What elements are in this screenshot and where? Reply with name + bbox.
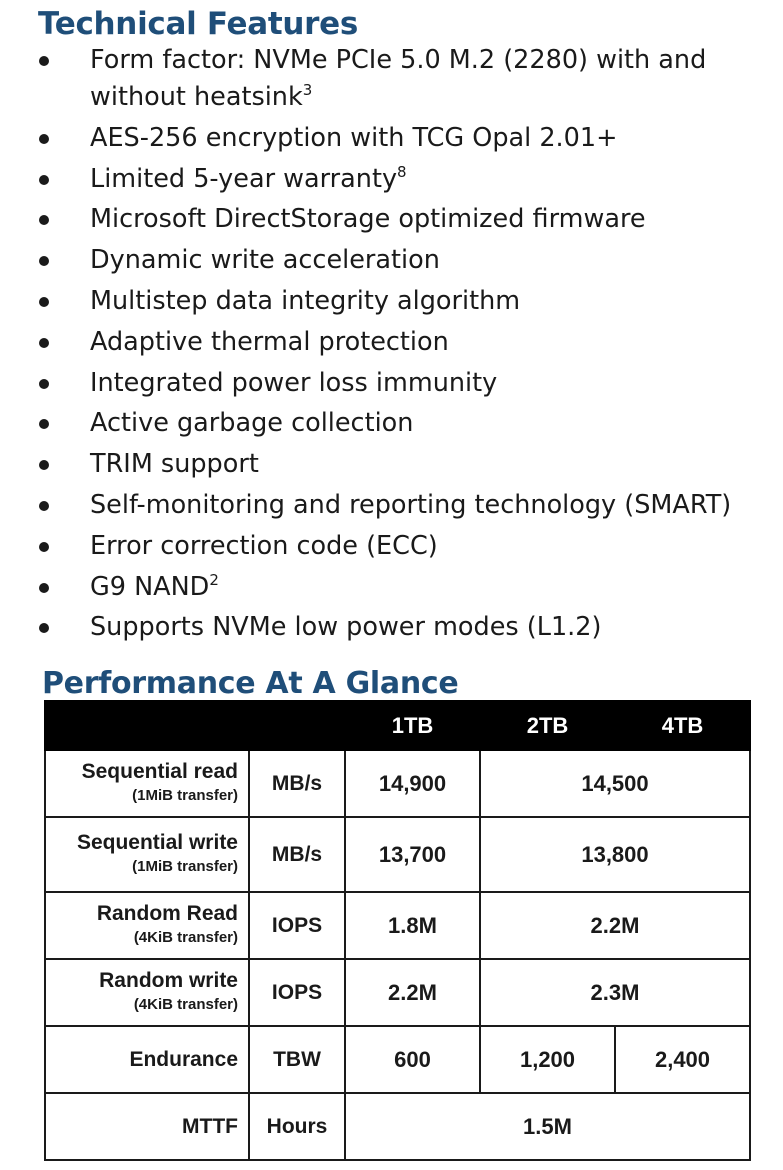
value-cell-1tb: 14,900 <box>345 750 480 817</box>
list-item: Dynamic write acceleration <box>0 242 783 279</box>
value-cell-2tb-4tb: 2.3M <box>480 959 750 1026</box>
list-item: Active garbage collection <box>0 405 783 442</box>
bullet-icon <box>39 419 49 429</box>
value-cell-all: 1.5M <box>345 1093 750 1160</box>
value-cell-1tb: 2.2M <box>345 959 480 1026</box>
header-4tb: 4TB <box>615 701 750 750</box>
list-item: AES-256 encryption with TCG Opal 2.01+ <box>0 120 783 157</box>
value-cell-2tb: 1,200 <box>480 1026 615 1093</box>
metric-cell: Sequential write (1MiB transfer) <box>45 817 249 892</box>
table-row <box>45 817 750 892</box>
value-cell-2tb-4tb: 2.2M <box>480 892 750 959</box>
footnote-ref: 2 <box>209 570 219 589</box>
list-item: G9 NAND$^2$ <box>0 569 783 606</box>
bullet-icon <box>39 379 49 389</box>
list-item: Self-monitoring and reporting technology (SMART) <box>0 487 783 524</box>
metric-cell: Endurance <box>45 1026 249 1093</box>
list-item: Adaptive thermal protection <box>0 324 783 361</box>
value-cell-2tb-4tb: 13,800 <box>480 817 750 892</box>
metric-cell: Random Read (4KiB transfer) <box>45 892 249 959</box>
bullet-icon <box>39 56 49 66</box>
unit-cell: IOPS <box>249 892 345 959</box>
bullet-icon <box>39 175 49 185</box>
table-row <box>45 750 750 817</box>
bullet-icon <box>39 215 49 225</box>
list-item: Limited 5-year warranty$^8$ <box>0 161 783 198</box>
metric-cell: MTTF <box>45 1093 249 1160</box>
list-item: Multistep data integrity algorithm <box>0 283 783 320</box>
header-1tb: 1TB <box>345 701 480 750</box>
list-item: Microsoft DirectStorage optimized firmware <box>0 201 783 238</box>
unit-cell: Hours <box>249 1093 345 1160</box>
header-unit <box>249 701 345 750</box>
bullet-icon <box>39 297 49 307</box>
bullet-icon <box>39 583 49 593</box>
value-cell-1tb: 1.8M <box>345 892 480 959</box>
technical-features-heading: Technical Features <box>38 6 359 42</box>
value-cell-1tb: 600 <box>345 1026 480 1093</box>
bullet-icon <box>39 256 49 266</box>
table-row <box>45 959 750 1026</box>
metric-cell: Random write (4KiB transfer) <box>45 959 249 1026</box>
header-metric <box>45 701 249 750</box>
bullet-icon <box>39 501 49 511</box>
footnote-ref: 3 <box>302 81 313 99</box>
bullet-icon <box>39 134 49 144</box>
table-row <box>45 892 750 959</box>
list-item: Error correction code (ECC) <box>0 528 783 565</box>
table-row <box>45 1093 750 1160</box>
unit-cell: IOPS <box>249 959 345 1026</box>
performance-table <box>44 700 751 1161</box>
value-cell-4tb: 2,400 <box>615 1026 750 1093</box>
unit-cell: MB/s <box>249 750 345 817</box>
unit-cell: MB/s <box>249 817 345 892</box>
bullet-icon <box>39 338 49 348</box>
value-cell-1tb: 13,700 <box>345 817 480 892</box>
table-row <box>45 1026 750 1093</box>
performance-heading: Performance At A Glance <box>42 666 459 701</box>
value-cell-2tb-4tb: 14,500 <box>480 750 750 817</box>
technical-features-list <box>0 42 783 650</box>
metric-cell: Sequential read (1MiB transfer) <box>45 750 249 817</box>
unit-cell: TBW <box>249 1026 345 1093</box>
table-header-row <box>45 701 750 750</box>
list-item: Form factor: NVMe PCIe 5.0 M.2 (2280) with and without heatsink$^3$ <box>0 42 720 116</box>
bullet-icon <box>39 623 49 633</box>
header-2tb: 2TB <box>480 701 615 750</box>
list-item: Integrated power loss immunity <box>0 365 783 402</box>
footnote-ref: 8 <box>397 162 407 181</box>
list-item: Supports NVMe low power modes (L1.2) <box>0 609 783 646</box>
bullet-icon <box>39 542 49 552</box>
bullet-icon <box>39 460 49 470</box>
list-item: TRIM support <box>0 446 783 483</box>
